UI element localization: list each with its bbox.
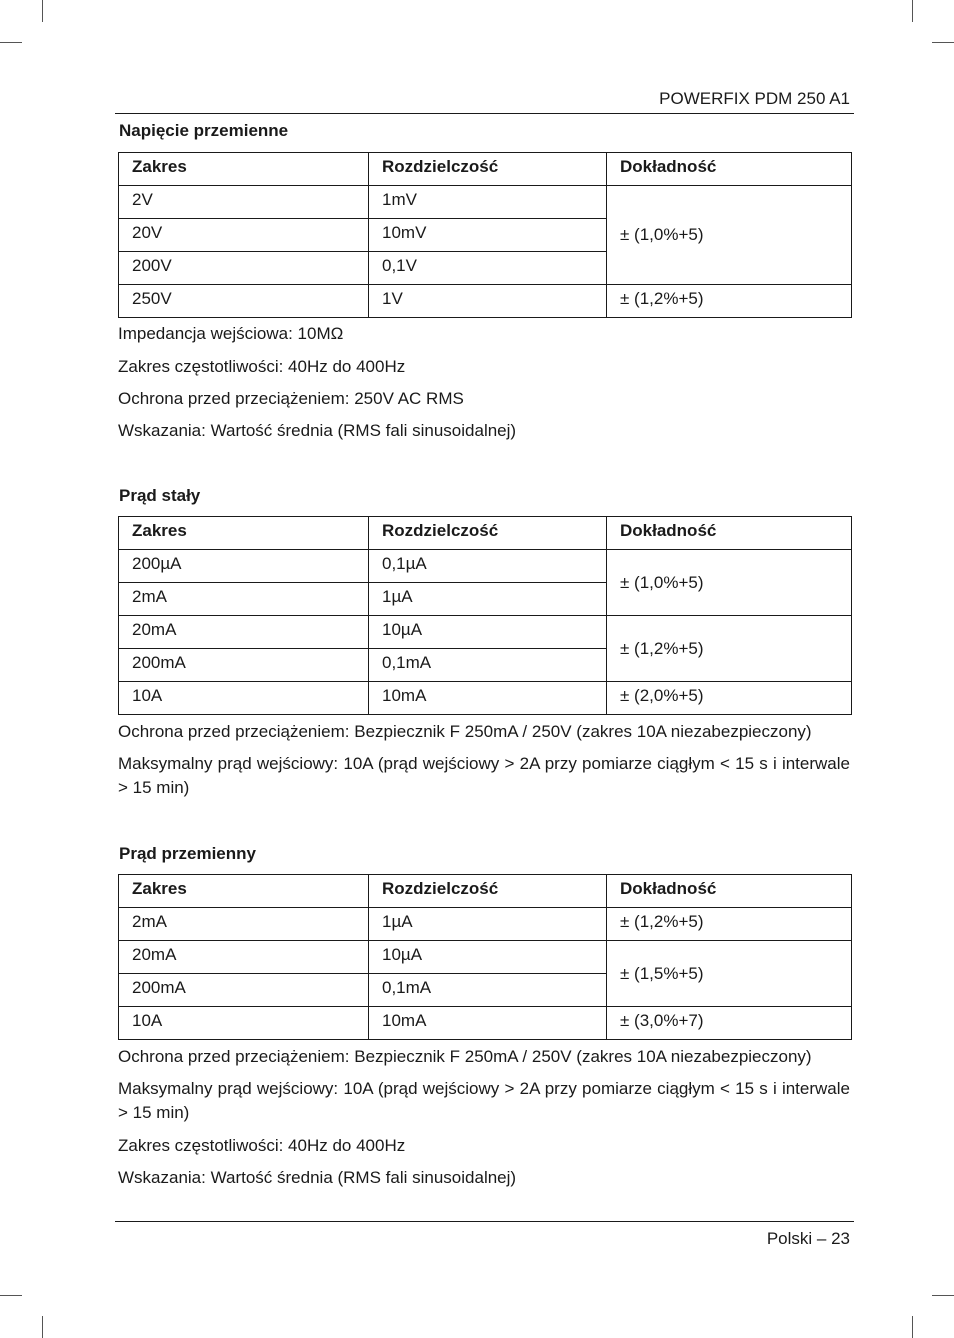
note-frequency-range: Zakres częstotliwości: 40Hz do 400Hz	[118, 357, 406, 376]
cell-resolution: 1µA	[369, 583, 607, 616]
cell-range: 2mA	[119, 583, 369, 616]
note-input-impedance: Impedancja wejściowa: 10MΩ	[118, 324, 344, 343]
note-indication: Wskazania: Wartość średnia (RMS fali sinusoidalnej)	[118, 1168, 517, 1187]
cell-resolution: 0,1V	[369, 252, 607, 285]
table-row	[119, 550, 852, 583]
table-header-row	[119, 153, 852, 186]
note-overload-protection: Ochrona przed przeciążeniem: Bezpiecznik F 250mA / 250V (zakres 10A niezabezpieczony)	[118, 722, 812, 741]
crop-mark	[932, 1295, 954, 1296]
cell-accuracy: ± (3,0%+7)	[607, 1007, 852, 1040]
column-header-accuracy: Dokładność	[607, 517, 852, 550]
page-footer	[115, 1221, 854, 1250]
cell-resolution: 1V	[369, 285, 607, 318]
crop-mark	[912, 1316, 913, 1338]
cell-accuracy: ± (1,2%+5)	[607, 285, 852, 318]
table-row	[119, 285, 852, 318]
section-title-dc-current: Prąd stały	[119, 486, 201, 505]
column-header-range: Zakres	[119, 875, 369, 908]
cell-range: 200mA	[119, 974, 369, 1007]
cell-accuracy: ± (1,0%+5)	[607, 550, 852, 616]
crop-mark	[0, 1295, 22, 1296]
cell-resolution: 1mV	[369, 186, 607, 219]
table-header-row	[119, 875, 852, 908]
cell-range: 200mA	[119, 649, 369, 682]
note-indication: Wskazania: Wartość średnia (RMS fali sinusoidalnej)	[118, 421, 517, 440]
cell-accuracy: ± (1,2%+5)	[607, 616, 852, 682]
cell-range: 20V	[119, 219, 369, 252]
crop-mark	[0, 42, 22, 43]
ac-voltage-table	[118, 152, 852, 318]
column-header-resolution: Rozdzielczość	[369, 153, 607, 186]
cell-resolution: 0,1µA	[369, 550, 607, 583]
column-header-accuracy: Dokładność	[607, 153, 852, 186]
cell-resolution: 10mV	[369, 219, 607, 252]
cell-resolution: 10mA	[369, 1007, 607, 1040]
cell-resolution: 10mA	[369, 682, 607, 715]
crop-mark	[42, 0, 43, 22]
column-header-range: Zakres	[119, 153, 369, 186]
table-row	[119, 941, 852, 974]
cell-resolution: 0,1mA	[369, 974, 607, 1007]
cell-range: 20mA	[119, 616, 369, 649]
cell-range: 10A	[119, 682, 369, 715]
section-title-ac-voltage: Napięcie przemienne	[119, 121, 289, 140]
column-header-resolution: Rozdzielczość	[369, 517, 607, 550]
column-header-range: Zakres	[119, 517, 369, 550]
table-row	[119, 186, 852, 219]
cell-range: 200µA	[119, 550, 369, 583]
table-row	[119, 1007, 852, 1040]
dc-current-table	[118, 516, 852, 715]
cell-range: 20mA	[119, 941, 369, 974]
note-overload-protection: Ochrona przed przeciążeniem: 250V AC RMS	[118, 389, 464, 408]
cell-accuracy: ± (1,2%+5)	[607, 908, 852, 941]
crop-mark	[932, 42, 954, 43]
note-frequency-range: Zakres częstotliwości: 40Hz do 400Hz	[118, 1136, 406, 1155]
cell-resolution: 10µA	[369, 616, 607, 649]
header-title: POWERFIX PDM 250 A1	[659, 89, 850, 108]
note-max-input-current: Maksymalny prąd wejściowy: 10A (prąd wejściowy > 2A przy pomiarze ciągłym < 15 s i interwale > 15 min)	[118, 1079, 850, 1122]
cell-range: 200V	[119, 252, 369, 285]
table-row	[119, 908, 852, 941]
note-overload-protection: Ochrona przed przeciążeniem: Bezpiecznik F 250mA / 250V (zakres 10A niezabezpieczony)	[118, 1047, 812, 1066]
cell-range: 10A	[119, 1007, 369, 1040]
cell-accuracy: ± (2,0%+5)	[607, 682, 852, 715]
page-header	[115, 88, 854, 114]
column-header-resolution: Rozdzielczość	[369, 875, 607, 908]
ac-current-table	[118, 874, 852, 1040]
cell-resolution: 1µA	[369, 908, 607, 941]
cell-range: 2mA	[119, 908, 369, 941]
page-number: Polski – 23	[766, 1229, 850, 1248]
section-title-ac-current: Prąd przemienny	[119, 844, 256, 863]
cell-range: 2V	[119, 186, 369, 219]
crop-mark	[42, 1316, 43, 1338]
column-header-accuracy: Dokładność	[607, 875, 852, 908]
note-max-input-current: Maksymalny prąd wejściowy: 10A (prąd wejściowy > 2A przy pomiarze ciągłym < 15 s i interwale > 15 min)	[118, 754, 850, 797]
cell-accuracy: ± (1,0%+5)	[607, 186, 852, 285]
cell-resolution: 0,1mA	[369, 649, 607, 682]
cell-range: 250V	[119, 285, 369, 318]
crop-mark	[912, 0, 913, 22]
cell-resolution: 10µA	[369, 941, 607, 974]
cell-accuracy: ± (1,5%+5)	[607, 941, 852, 1007]
table-row	[119, 616, 852, 649]
table-row	[119, 682, 852, 715]
table-header-row	[119, 517, 852, 550]
